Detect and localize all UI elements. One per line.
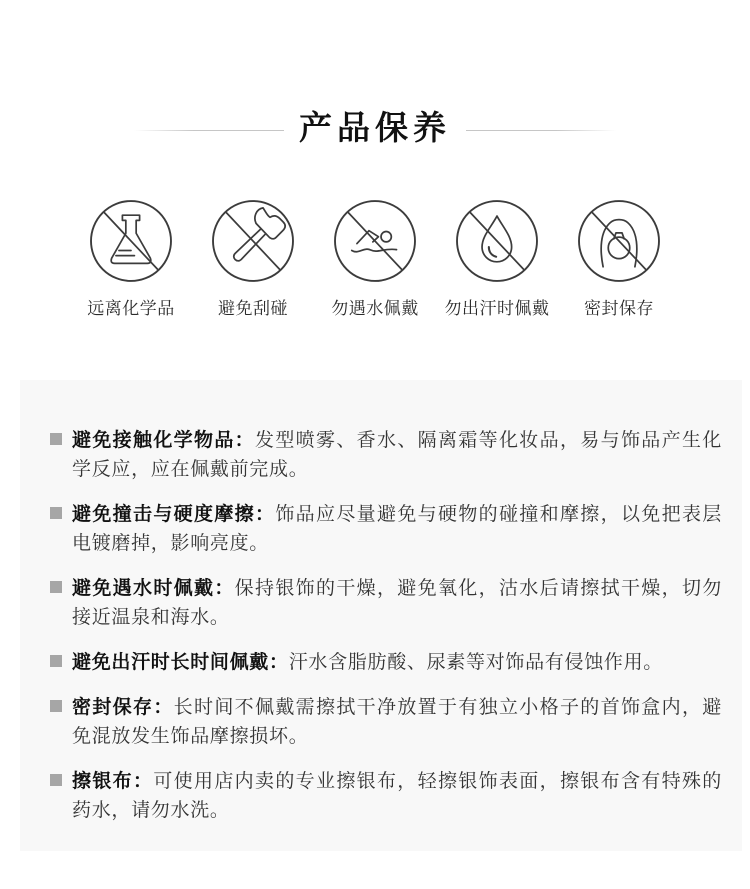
- care-item-body: 保持银饰的干燥，避免氧化，沽水后请擦拭干燥，切勿接近温泉和海水。: [72, 578, 722, 628]
- care-list-item: [50, 767, 722, 825]
- care-item-title: 避免遇水时佩戴：: [72, 578, 235, 599]
- care-item-body: 发型喷雾、香水、隔离霜等化妆品，易与饰品产生化学反应，应在佩戴前完成。: [72, 430, 722, 480]
- no-scratch-icon: [210, 198, 296, 284]
- square-bullet-icon: [50, 655, 62, 667]
- care-item-title: 避免出汗时长时间佩戴：: [72, 652, 289, 673]
- no-chemicals-icon: [88, 198, 174, 284]
- care-item-text: [72, 574, 722, 632]
- no-swimming-icon: [332, 198, 418, 284]
- care-icon-item-chemicals: [70, 198, 192, 319]
- care-item-body: 可使用店内卖的专业擦银布，轻擦银饰表面，擦银布含有特殊的药水，请勿水洗。: [72, 771, 722, 821]
- care-icon-item-scratch: [192, 198, 314, 319]
- title-divider-right: [466, 130, 616, 131]
- icon-label: 密封保存: [584, 299, 654, 318]
- icon-label: 勿遇水佩戴: [331, 299, 419, 318]
- care-list-item: [50, 500, 722, 558]
- page-title: 产品保养: [299, 109, 451, 146]
- icon-label: 勿出汗时佩戴: [444, 299, 550, 318]
- care-icon-item-sealed: [558, 198, 680, 319]
- care-item-text: [72, 693, 722, 751]
- care-item-title: 密封保存：: [72, 697, 174, 718]
- care-list-item: [50, 693, 722, 751]
- icon-label: 远离化学品: [87, 299, 175, 318]
- care-icon-item-sweat: [436, 198, 558, 319]
- care-item-title: 避免撞击与硬度摩擦：: [72, 504, 276, 525]
- square-bullet-icon: [50, 581, 62, 593]
- care-list-item: [50, 648, 722, 677]
- care-icons-row: [0, 198, 750, 319]
- sealed-storage-icon: [576, 198, 662, 284]
- care-item-body: 汗水含脂肪酸、尿素等对饰品有侵蚀作用。: [288, 652, 664, 673]
- section-header: [0, 0, 750, 148]
- square-bullet-icon: [50, 700, 62, 712]
- care-item-text: [72, 426, 722, 484]
- care-item-body: 长时间不佩戴需擦拭干净放置于有独立小格子的首饰盒内，避免混放发生饰品摩擦损坏。: [72, 697, 722, 747]
- care-list-item: [50, 574, 722, 632]
- square-bullet-icon: [50, 774, 62, 786]
- title-divider-left: [134, 130, 284, 131]
- care-icon-item-swimming: [314, 198, 436, 319]
- care-item-title: 避免接触化学物品：: [72, 430, 255, 451]
- care-list-item: [50, 426, 722, 484]
- icon-label: 避免刮碰: [218, 299, 288, 318]
- care-item-text: [72, 500, 722, 558]
- no-sweat-icon: [454, 198, 540, 284]
- square-bullet-icon: [50, 507, 62, 519]
- care-item-text: [72, 767, 722, 825]
- care-item-text: [72, 648, 663, 677]
- care-item-title: 擦银布：: [72, 771, 154, 792]
- care-item-body: 饰品应尽量避免与硬物的碰撞和摩擦，以免把表层电镀磨掉，影响亮度。: [72, 504, 722, 554]
- care-instructions-panel: [20, 380, 742, 851]
- square-bullet-icon: [50, 433, 62, 445]
